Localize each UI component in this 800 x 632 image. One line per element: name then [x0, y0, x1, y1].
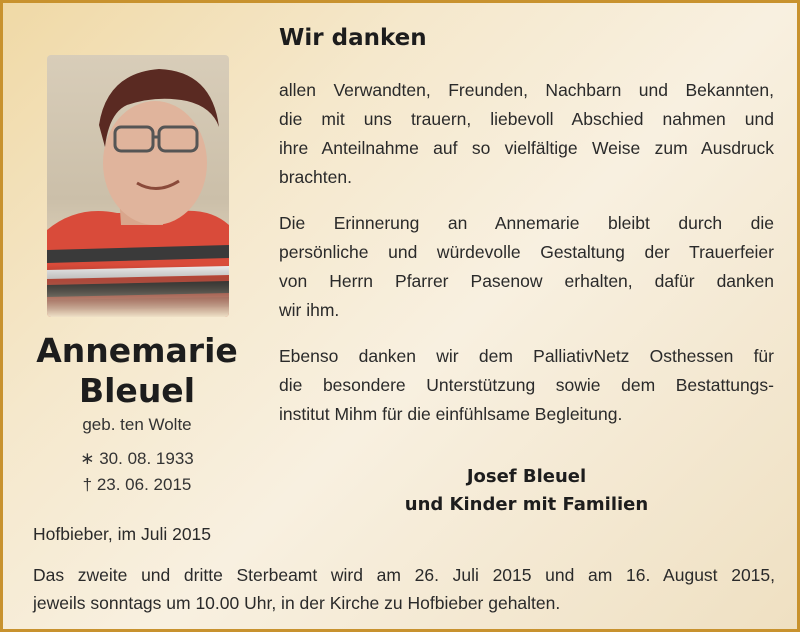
thanks-heading: Wir danken — [279, 25, 427, 51]
text-line: die mit uns trauern, liebevoll Abschied nahmen und — [279, 109, 774, 129]
maiden-name: geb. ten Wolte — [82, 415, 192, 434]
signature-line-2: und Kinder mit Familien — [404, 494, 649, 515]
signature-line-1: Josef Bleuel — [466, 466, 587, 487]
text-line: Die Erinnerung an Annemarie bleibt durch die — [279, 213, 774, 233]
signature — [279, 463, 774, 519]
text-line: allen Verwandten, Freunden, Nachbarn und Bekannten, — [279, 80, 774, 100]
text-line: persönliche und würdevolle Gestaltung der Trauerfeier — [279, 242, 774, 262]
text-line: die besondere Unterstützung sowie dem Bestattungs- — [279, 375, 774, 395]
thanks-paragraph-3 — [279, 342, 774, 429]
memorial-mass-notice — [33, 561, 775, 617]
portrait-image — [47, 55, 229, 317]
text-line: Das zweite und dritte Sterbeamt wird am 26. Juli 2015 und am 16. August 2015, — [33, 565, 775, 585]
birth-date: ∗ 30. 08. 1933 — [80, 449, 194, 468]
deceased-first-name: Annemarie — [36, 331, 238, 370]
text-line: von Herrn Pfarrer Pasenow erhalten, dafür danken — [279, 271, 774, 291]
place-date: Hofbieber, im Juli 2015 — [33, 524, 212, 544]
thanks-paragraph-1 — [279, 76, 774, 192]
text-line: brachten. — [279, 167, 352, 187]
death-date: † 23. 06. 2015 — [82, 475, 192, 494]
text-line: ihre Anteilnahme auf so vielfältige Weise zum Ausdruck — [279, 138, 774, 158]
text-line: institut Mihm für die einfühlsame Begleitung. — [279, 404, 623, 424]
text-line: wir ihm. — [279, 300, 340, 320]
portrait-photo — [47, 55, 229, 317]
text-line: jeweils sonntags um 10.00 Uhr, in der Kirche zu Hofbieber gehalten. — [33, 593, 561, 613]
thanks-paragraph-2 — [279, 209, 774, 325]
text-line: Ebenso danken wir dem PalliativNetz Osthessen für — [279, 346, 774, 366]
deceased-last-name: Bleuel — [78, 371, 196, 410]
